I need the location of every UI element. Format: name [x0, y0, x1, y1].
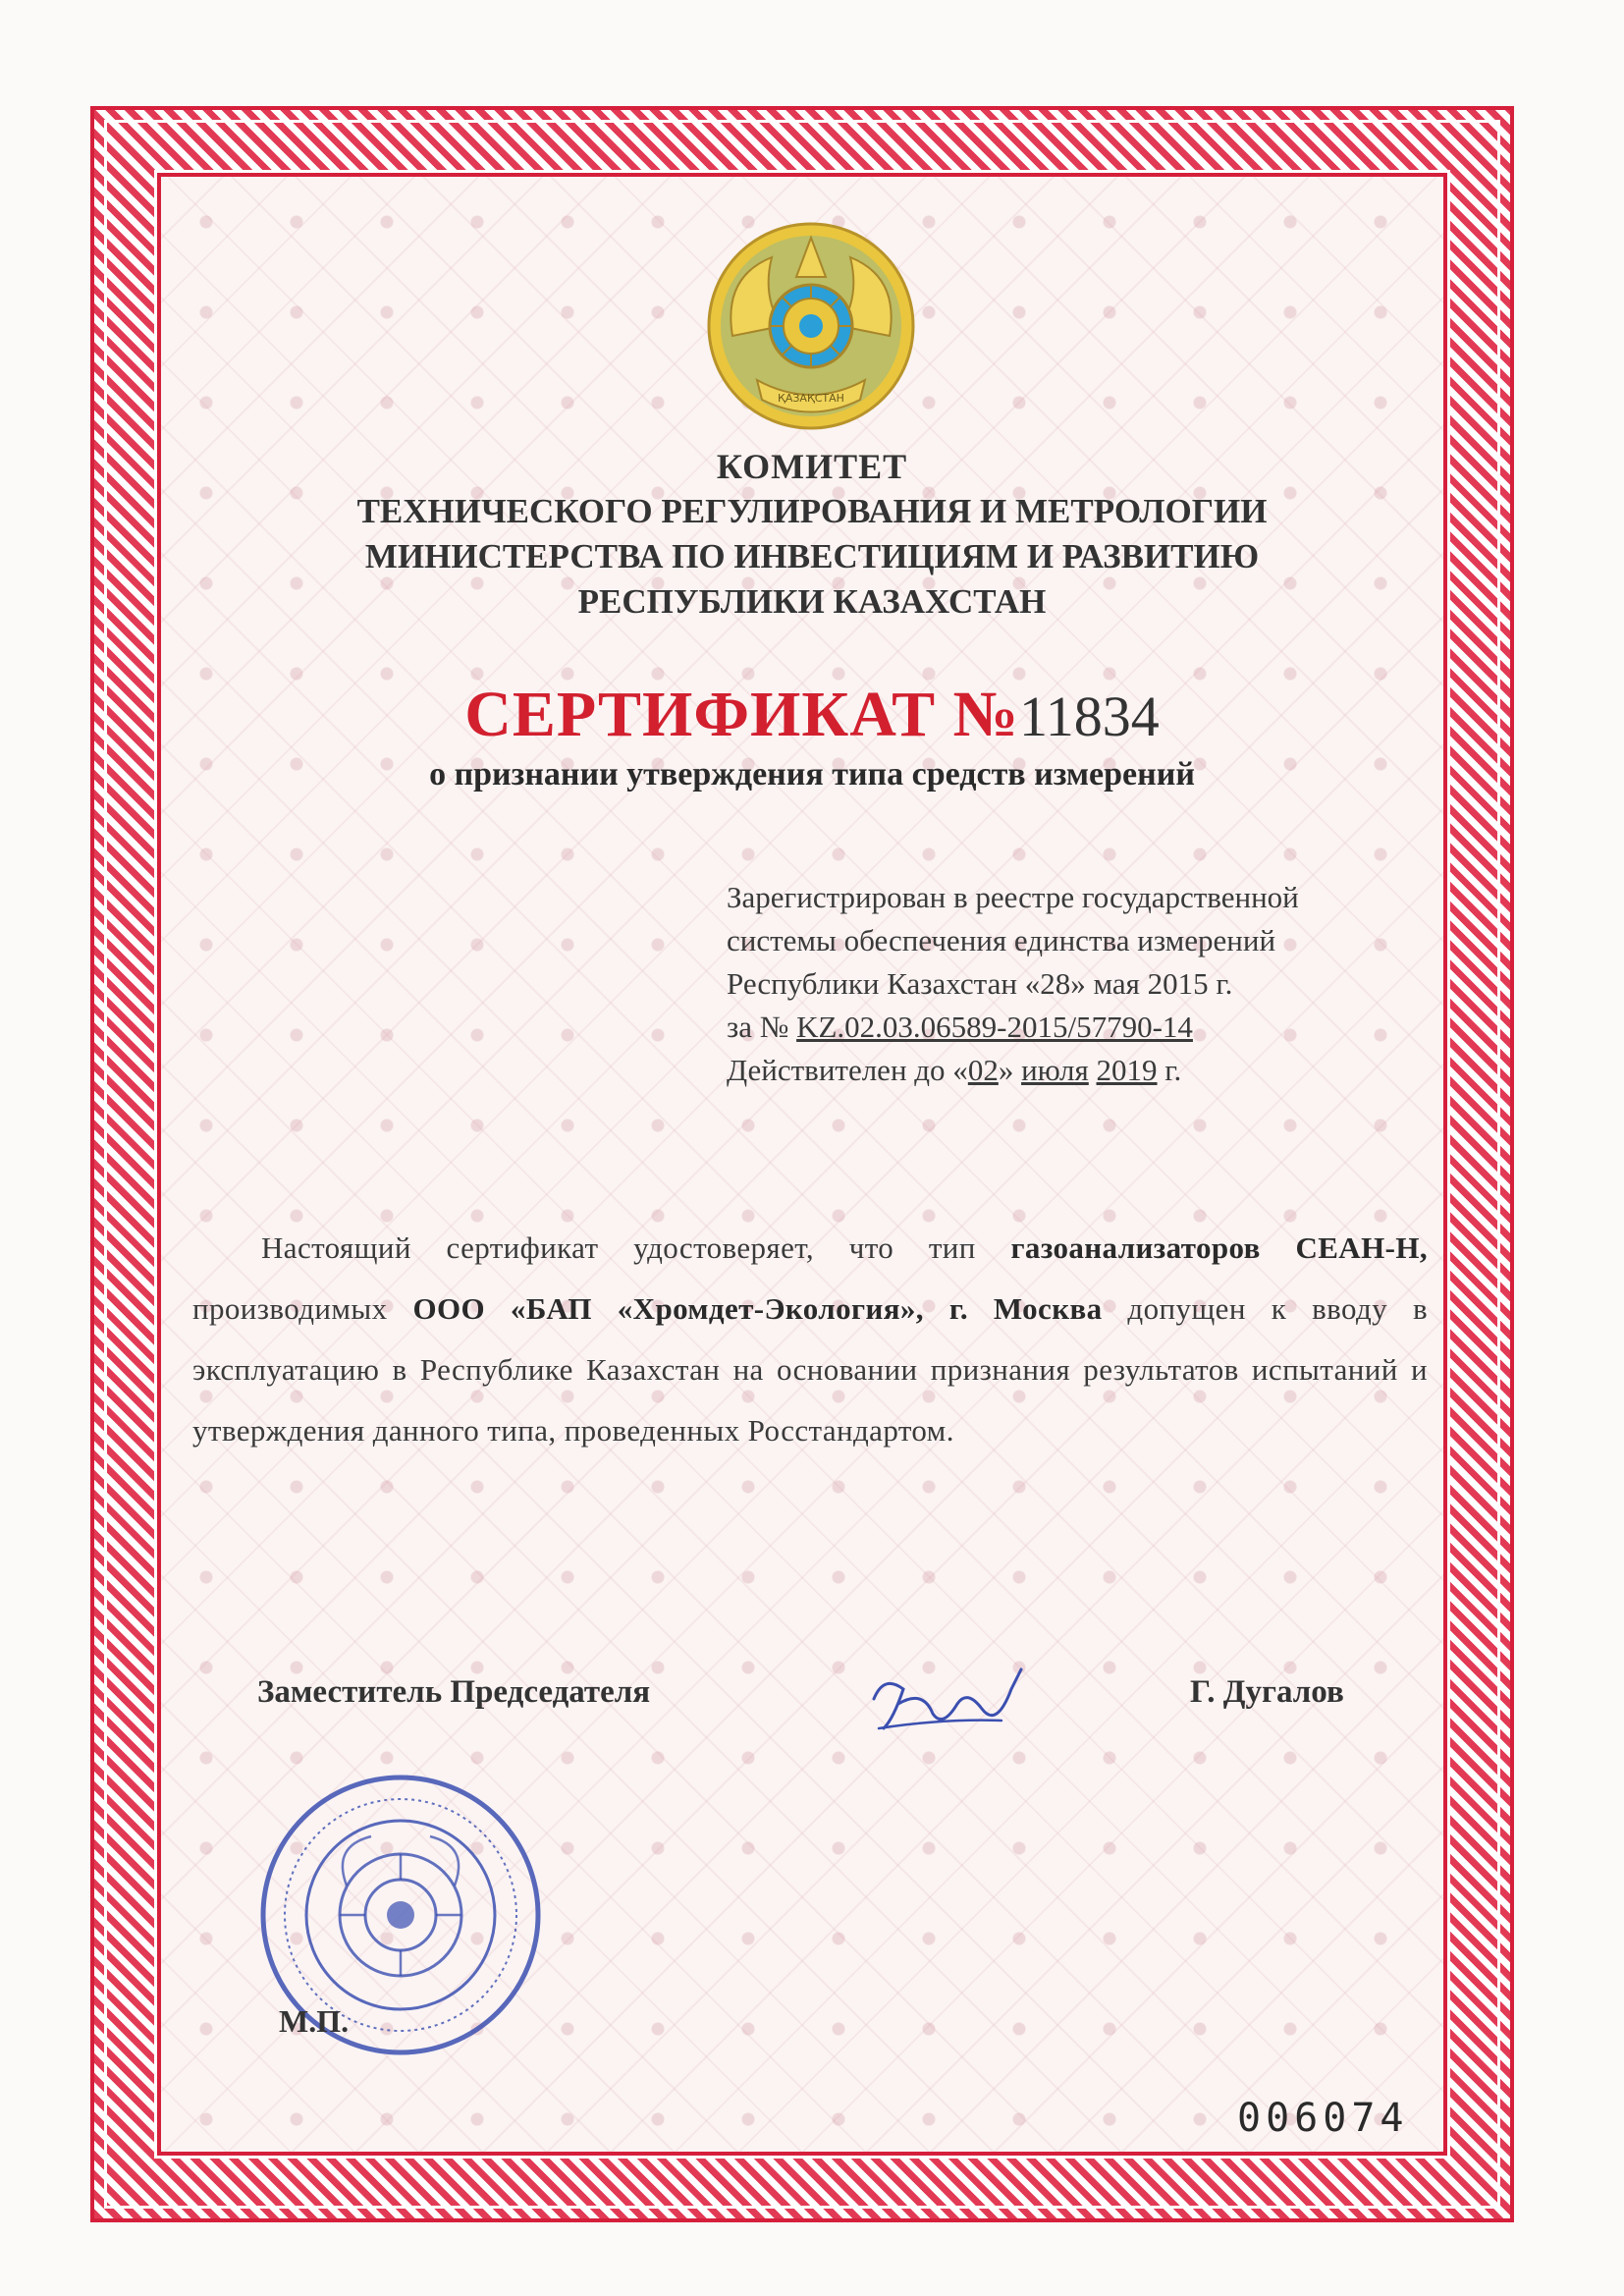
header-line-2: ТЕХНИЧЕСКОГО РЕГУЛИРОВАНИЯ И МЕТРОЛОГИИ — [356, 492, 1268, 530]
certificate-title — [255, 678, 1369, 752]
body-part-3: допущен к вводу в эксплуатацию в Республике Казахстан на основании признания результатов испытаний и утверждения данного типа, проведенных Росстандартом. — [192, 1291, 1428, 1448]
header-line-4: РЕСПУБЛИКИ КАЗАХСТАН — [577, 582, 1047, 621]
header-line-3: МИНИСТЕРСТВА ПО ИНВЕСТИЦИЯМ И РАЗВИТИЮ — [364, 537, 1260, 575]
certificate-number: 11834 — [1018, 684, 1160, 748]
signatory-name: Г. Дугалов — [1190, 1674, 1344, 1710]
body-part-2: производимых — [192, 1291, 413, 1326]
certificate-subtitle: о признании утверждения типа средств измерений — [429, 756, 1195, 793]
body-part-1: Настоящий сертификат удостоверяет, что тип — [261, 1230, 1011, 1265]
header-line-1: КОМИТЕТ — [716, 447, 908, 486]
signatory-role: Заместитель Председателя — [257, 1674, 651, 1710]
reg-number: KZ.02.03.06589-2015/57790-14 — [796, 1010, 1193, 1044]
state-emblem-icon — [703, 218, 919, 434]
valid-suffix: г. — [1157, 1053, 1182, 1087]
certificate-body — [192, 1218, 1428, 1461]
registration-line-1: Зарегистрирован в реестре государственной — [727, 880, 1299, 914]
valid-year: 2019 — [1096, 1053, 1158, 1087]
handwritten-signature — [864, 1660, 1031, 1748]
registration-line-2: системы обеспечения единства измерений — [727, 923, 1276, 957]
registration-number-line — [727, 1006, 1434, 1049]
issuer-header — [255, 444, 1369, 625]
validity-line — [727, 1049, 1434, 1092]
body-maker: ООО «БАП «Хромдет-Экология», г. Москва — [412, 1291, 1103, 1326]
svg-text:ҚАЗАҚСТАН: ҚАЗАҚСТАН — [778, 392, 844, 405]
serial-number: 006074 — [1237, 2096, 1409, 2141]
body-device: газоанализаторов СЕАН-Н, — [1010, 1230, 1428, 1265]
valid-month: июля — [1021, 1053, 1089, 1087]
registration-line-3: Республики Казахстан «28» мая 2015 г. — [727, 966, 1233, 1001]
reg-number-prefix: за № — [727, 1010, 797, 1044]
registration-block — [727, 876, 1434, 1092]
valid-mid: » — [998, 1053, 1022, 1087]
certificate-title-label: СЕРТИФИКАТ № — [464, 679, 1019, 750]
stamp-place-label: М.П. — [279, 2003, 350, 2039]
valid-prefix: Действителен до « — [727, 1053, 968, 1087]
valid-day: 02 — [967, 1053, 999, 1087]
